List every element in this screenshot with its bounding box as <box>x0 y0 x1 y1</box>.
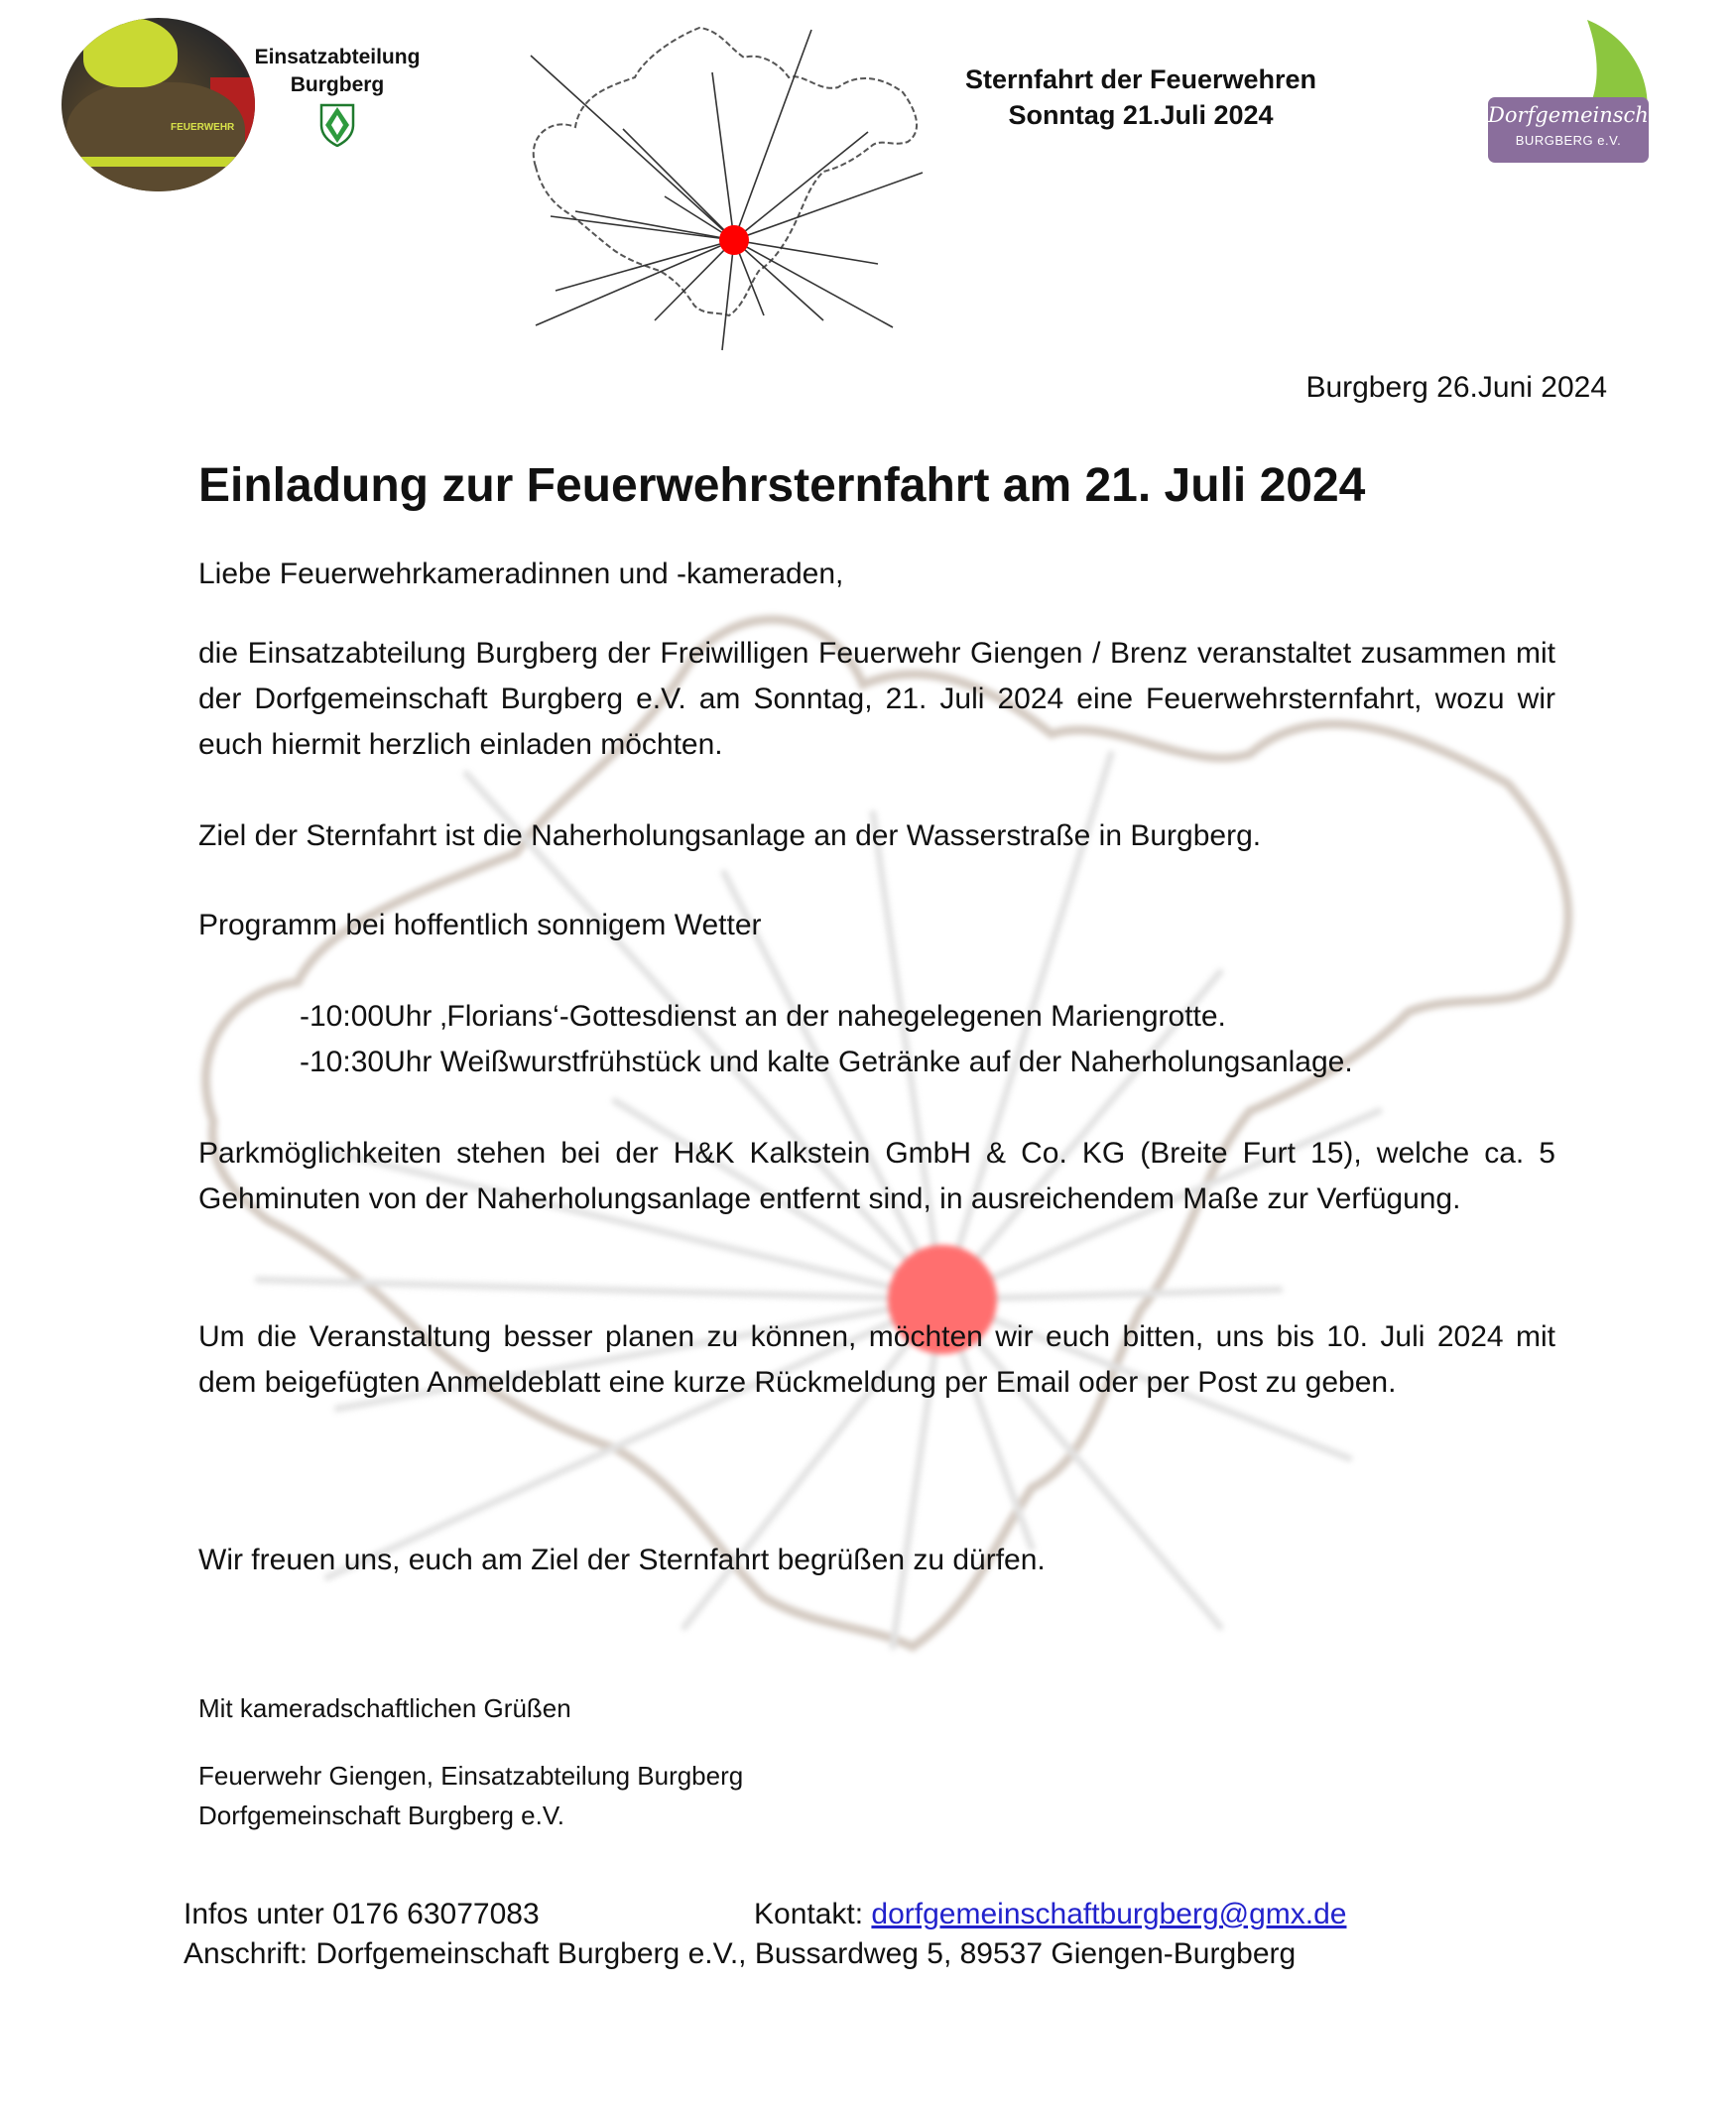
dg-logo-name: Dorfgemeinschaft <box>1488 103 1677 127</box>
goal-paragraph: Ziel der Sternfahrt ist die Naherholungsanlage an der Wasserstraße in Burgberg. <box>198 819 1262 852</box>
parking-paragraph: Parkmöglichkeiten stehen bei der H&K Kalkstein GmbH & Co. KG (Breite Furt 15), welche ca. 5 Gehminuten von der Naherholungsanlage entfernt sind, in ausreichendem Maße zur Verfügung. <box>198 1137 1555 1215</box>
contact-email-link[interactable]: dorfgemeinschaftburgberg@gmx.de <box>871 1898 1347 1930</box>
contact-label: Kontakt: <box>754 1898 864 1930</box>
registration-paragraph: Um die Veranstaltung besser planen zu können, möchten wir euch bitten, uns bis 10. Juli 2024 mit dem beigefügten Anmeldeblatt eine kurze Rückmeldung per Email oder per Post zu geben. <box>198 1320 1555 1399</box>
footer-contact <box>754 1895 1346 1934</box>
closing-paragraph: Wir freuen uns, euch am Ziel der Sternfahrt begrüßen zu dürfen. <box>198 1544 1046 1576</box>
event-title <box>913 62 1369 133</box>
footer-infos: Infos unter 0176 63077083 <box>184 1898 540 1930</box>
program-list <box>300 994 1353 1085</box>
dorfgemeinschaft-logo <box>1488 97 1677 163</box>
document-title: Einladung zur Feuerwehrsternfahrt am 21. Juli 2024 <box>198 459 1366 512</box>
signature-line: Dorfgemeinschaft Burgberg e.V. <box>198 1801 565 1830</box>
footer-address: Anschrift: Dorfgemeinschaft Burgberg e.V., Bussardweg 5, 89537 Giengen-Burgberg <box>184 1937 1297 1970</box>
firefighter-photo <box>62 18 255 191</box>
program-heading: Programm bei hoffentlich sonnigem Wetter <box>198 909 762 941</box>
program-item: -10:30Uhr Weißwurstfrühstück und kalte Getränke auf der Naherholungsanlage. <box>300 1046 1353 1078</box>
intro-paragraph: die Einsatzabteilung Burgberg der Freiwilligen Feuerwehr Giengen / Brenz veranstaltet zusammen mit der Dorfgemeinschaft Burgberg e.V. am Sonntag, 21. Juli 2024 eine Feuerwehrsternfahrt, wozu wir euch hiermit herzlich einladen möchten. <box>198 637 1555 761</box>
date-line: Burgberg 26.Juni 2024 <box>1305 371 1607 404</box>
center-dot <box>719 225 749 255</box>
unit-title-line2: Burgberg <box>290 73 385 96</box>
event-title-line2: Sonntag 21.Juli 2024 <box>1008 100 1274 130</box>
star-map-logo <box>496 18 942 355</box>
salutation: Liebe Feuerwehrkameradinnen und -kameraden, <box>198 558 844 590</box>
signature-line: Feuerwehr Giengen, Einsatzabteilung Burgberg <box>198 1761 744 1791</box>
greeting: Mit kameradschaftlichen Grüßen <box>198 1693 571 1723</box>
photo-patch-text: FEUERWEHR <box>171 122 235 133</box>
unit-title-line1: Einsatzabteilung <box>254 46 421 68</box>
dg-logo-sub: BURGBERG e.V. <box>1515 133 1622 148</box>
coat-of-arms-icon <box>319 103 355 147</box>
event-title-line1: Sternfahrt der Feuerwehren <box>964 64 1317 94</box>
unit-title <box>243 44 432 99</box>
program-item: -10:00Uhr ‚Florians‘-Gottesdienst an der nahegelegenen Mariengrotte. <box>300 1000 1226 1033</box>
